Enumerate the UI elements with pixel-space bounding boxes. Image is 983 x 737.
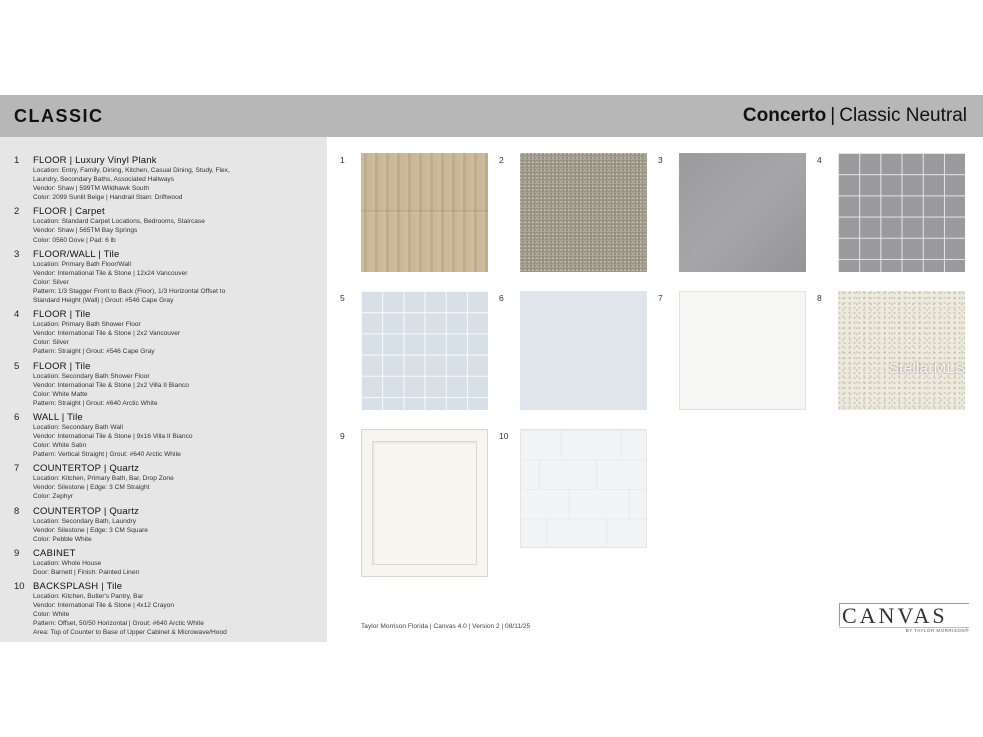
spec-item bbox=[14, 361, 319, 408]
spec-item bbox=[14, 249, 319, 305]
spec-item-title: CABINET bbox=[33, 547, 76, 559]
swatch-tile-vancouver-2x2 bbox=[838, 153, 965, 272]
spec-item-body bbox=[33, 155, 319, 202]
spec-item bbox=[14, 581, 319, 637]
spec-item-title: FLOOR | Carpet bbox=[33, 206, 105, 218]
swatch-tile-villa-bianco-2x2 bbox=[361, 291, 488, 410]
spec-item-detail: Vendor: International Tile & Stone | 12x24 Vancouver bbox=[33, 269, 188, 277]
swatch-quartz-pebble-white bbox=[838, 291, 965, 410]
swatch-luxury-vinyl-plank bbox=[361, 153, 488, 272]
spec-item-detail: Pattern: Vertical Straight | Grout: #640 Arctic White bbox=[33, 451, 181, 459]
collection-title: CLASSIC bbox=[14, 105, 104, 126]
logo-wordmark: CANVAS bbox=[839, 603, 969, 626]
spec-item bbox=[14, 412, 319, 459]
spec-item-detail: Color: 2099 Sunlit Beige | Handrail Stain: Driftwood bbox=[33, 194, 183, 202]
spec-item-body bbox=[33, 412, 319, 459]
spec-item-detail: Color: White bbox=[33, 611, 70, 619]
spec-panel bbox=[0, 137, 327, 642]
spec-list bbox=[14, 155, 319, 641]
swatch-label: 10 bbox=[499, 431, 509, 441]
swatch-quartz-zephyr bbox=[679, 291, 806, 410]
spec-item-title: FLOOR | Tile bbox=[33, 309, 91, 321]
scheme-subtitle: Classic Neutral bbox=[839, 105, 967, 126]
spec-item-number: 7 bbox=[14, 463, 20, 475]
swatch-label: 6 bbox=[499, 293, 504, 303]
swatch-label: 4 bbox=[817, 155, 822, 165]
spec-item-body bbox=[33, 361, 319, 408]
spec-item-detail: Vendor: Shaw | 565TM Bay Springs bbox=[33, 227, 138, 235]
spec-item-detail: Vendor: International Tile & Stone | 2x2 Vancouver bbox=[33, 330, 181, 338]
logo-subtitle: BY TAYLOR MORRISON® bbox=[839, 627, 969, 633]
scheme-separator: | bbox=[830, 105, 836, 126]
spec-item-detail: Color: Zephyr bbox=[33, 493, 73, 501]
swatch-label: 7 bbox=[658, 293, 663, 303]
spec-item-detail: Color: Silver bbox=[33, 278, 69, 286]
spec-item bbox=[14, 206, 319, 244]
spec-item-body bbox=[33, 548, 319, 577]
spec-item bbox=[14, 155, 319, 202]
spec-item-number: 4 bbox=[14, 309, 20, 321]
swatch-tile-villa-bianco-9x16 bbox=[520, 291, 647, 410]
spec-item-detail: Color: White Satin bbox=[33, 442, 87, 450]
spec-item-body bbox=[33, 249, 319, 305]
spec-item-body bbox=[33, 581, 319, 637]
swatch-tile-vancouver-12x24 bbox=[679, 153, 806, 272]
scheme-title bbox=[743, 105, 967, 127]
spec-item-number: 3 bbox=[14, 248, 20, 260]
spec-item-detail: Color: 0560 Dove | Pad: 6 lb bbox=[33, 236, 116, 244]
spec-item-title: COUNTERTOP | Quartz bbox=[33, 463, 140, 475]
spec-item-detail: Pattern: Straight | Grout: #546 Cape Gray bbox=[33, 348, 155, 356]
spec-item-detail: Vendor: Silestone | Edge: 3 CM Straight bbox=[33, 484, 150, 492]
spec-item-title: BACKSPLASH | Tile bbox=[33, 581, 123, 592]
spec-item-body bbox=[33, 463, 319, 501]
spec-item-detail: Location: Kitchen, Butler's Pantry, Bar bbox=[33, 593, 144, 600]
spec-item-detail: Vendor: International Tile & Stone | 4x12 Crayon bbox=[33, 602, 175, 610]
spec-item-title: FLOOR | Tile bbox=[33, 360, 91, 372]
spec-item-body bbox=[33, 309, 319, 356]
spec-item-number: 5 bbox=[14, 360, 20, 372]
spec-item-title: FLOOR/WALL | Tile bbox=[33, 248, 120, 260]
swatch-cabinet-door bbox=[361, 429, 488, 577]
spec-item-title: WALL | Tile bbox=[33, 411, 83, 423]
spec-item-title: COUNTERTOP | Quartz bbox=[33, 505, 140, 517]
finish-sheet bbox=[0, 95, 983, 642]
swatch-label: 8 bbox=[817, 293, 822, 303]
spec-item-number: 8 bbox=[14, 505, 20, 517]
swatch-carpet bbox=[520, 153, 647, 272]
spec-item-detail: Vendor: International Tile & Stone | 9x16 Villa II Bianco bbox=[33, 432, 193, 440]
spec-item-number: 2 bbox=[14, 206, 20, 218]
spec-item-detail: Color: White Matte bbox=[33, 390, 88, 398]
spec-item-detail: Location: Entry, Family, Dining, Kitchen, Casual Dining, Study, Flex, bbox=[33, 167, 230, 174]
spec-item-number: 9 bbox=[14, 547, 20, 559]
watermark: StellarMLS bbox=[889, 360, 966, 377]
spec-item-detail: Location: Primary Bath Shower Floor bbox=[33, 321, 141, 329]
cabinet-door-panel bbox=[372, 441, 477, 565]
spec-item-detail: Location: Standard Carpet Locations, Bedrooms, Staircase bbox=[33, 218, 205, 226]
spec-item-detail: Location: Whole House bbox=[33, 559, 102, 567]
spec-item-number: 6 bbox=[14, 411, 20, 423]
spec-item-number: 10 bbox=[14, 581, 25, 592]
swatch-label: 9 bbox=[340, 431, 345, 441]
spec-item-detail: Location: Secondary Bath, Laundry bbox=[33, 517, 137, 525]
spec-item-detail: Color: Pebble White bbox=[33, 535, 92, 543]
spec-item-detail: Standard Height (Wall) | Grout: #546 Cape Gray bbox=[33, 297, 174, 305]
spec-item-detail: Location: Primary Bath Floor/Wall bbox=[33, 260, 131, 268]
spec-item-detail: Vendor: Shaw | 599TM Wildhawk South bbox=[33, 185, 150, 193]
spec-item-title: FLOOR | Luxury Vinyl Plank bbox=[33, 155, 157, 166]
swatch-label: 2 bbox=[499, 155, 504, 165]
footer-note: Taylor Morrison Florida | Canvas 4.0 | Version 2 | 08/11/25 bbox=[361, 623, 531, 630]
swatch-label: 3 bbox=[658, 155, 663, 165]
swatch-label: 5 bbox=[340, 293, 345, 303]
canvas-logo bbox=[839, 603, 969, 633]
swatch-label: 1 bbox=[340, 155, 345, 165]
spec-item-detail: Vendor: International Tile & Stone | 2x2 Villa II Bianco bbox=[33, 381, 189, 389]
spec-item-detail: Pattern: 1/3 Stagger Front to Back (Floor), 1/3 Horizontal Offset to bbox=[33, 287, 226, 295]
spec-item-detail: Area: Top of Counter to Base of Upper Cabinet & Microwave/Hood bbox=[33, 629, 227, 637]
spec-item-detail: Pattern: Straight | Grout: #640 Arctic White bbox=[33, 399, 158, 407]
spec-item bbox=[14, 548, 319, 577]
spec-item-number: 1 bbox=[14, 155, 20, 166]
spec-item-detail: Laundry, Secondary Baths, Associated Hallways bbox=[33, 176, 174, 184]
header-bar bbox=[0, 95, 983, 137]
spec-item-detail: Color: Silver bbox=[33, 339, 69, 347]
scheme-name: Concerto bbox=[742, 105, 827, 126]
spec-item-detail: Pattern: Offset, 50/50 Horizontal | Grout: #640 Arctic White bbox=[33, 620, 204, 628]
spec-item-detail: Location: Secondary Bath Wall bbox=[33, 423, 123, 431]
spec-item bbox=[14, 309, 319, 356]
swatch-grid bbox=[340, 153, 980, 593]
spec-item-body bbox=[33, 506, 319, 544]
spec-item-detail: Location: Kitchen, Primary Bath, Bar, Drop Zone bbox=[33, 475, 174, 483]
spec-item-body bbox=[33, 206, 319, 244]
spec-item-detail: Location: Secondary Bath Shower Floor bbox=[33, 372, 150, 380]
spec-item-detail: Door: Barnett | Finish: Painted Linen bbox=[33, 568, 140, 576]
spec-item bbox=[14, 506, 319, 544]
spec-item-detail: Vendor: Silestone | Edge: 3 CM Square bbox=[33, 526, 148, 534]
swatch-backsplash-crayon bbox=[520, 429, 647, 548]
spec-item bbox=[14, 463, 319, 501]
